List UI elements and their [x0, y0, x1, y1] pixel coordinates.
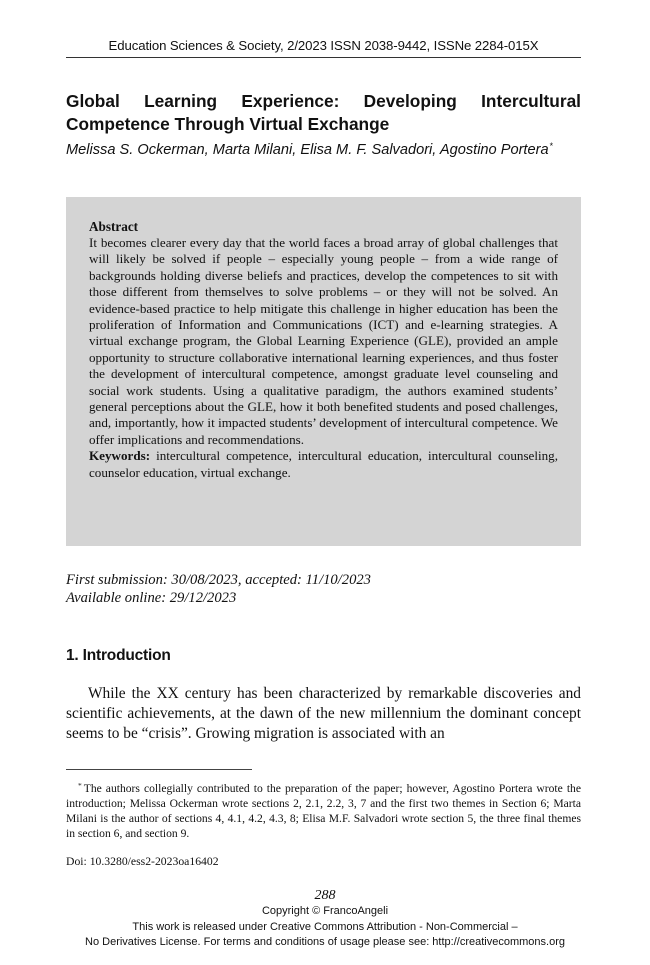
license-line-1: This work is released under Creative Commons Attribution - Non-Commercial –: [132, 921, 518, 933]
footnote-marker: *: [78, 781, 82, 790]
author-footnote-marker: *: [549, 141, 554, 151]
copyright-notice: Copyright © FrancoAngeli: [261, 905, 389, 917]
running-header: Education Sciences & Society, 2/2023 ISSN 2038-9442, ISSNe 2284-015X: [108, 38, 539, 53]
abstract-text: It becomes clearer every day that the world faces a broad array of global challenges that will likely be solved if people – especially young people – from a wide range of backgrounds holding diverse beliefs and practices, develop the competences to sit with those different from themselves to solve problems – or they will not be solved. An evidence-based practice to help mitigate this challenge in higher education has been the proliferation of Information and Communications (ICT) and e-learning strategies. A virtual exchange program, the Global Learning Experience (GLE), provided an ample opportunity to structure collaborative international learning experiences, and thus foster the development of intercultural competence, amongst graduate level counseling and social work students. Using a qualitative paradigm, the authors examined students’ general perceptions about the GLE, how it both benefited students and posed challenges, and, importantly, how it impacted students’ development of intercultural competence. We offer implications and recommendations.: [89, 235, 558, 447]
author-names: Melissa S. Ockerman, Marta Milani, Elisa M. F. Salvadori, Agostino Portera: [66, 142, 549, 158]
keywords-list: intercultural competence, intercultural education, intercultural counseling, counselor education, virtual exchange.: [89, 448, 558, 480]
doi: Doi: 10.3280/ess2-2023oa16402: [66, 855, 219, 868]
author-list: [66, 137, 586, 160]
license-line-2: No Derivatives License. For terms and conditions of usage please see: http://creativecommons.org: [85, 935, 565, 948]
section-heading-introduction: 1. Introduction: [66, 647, 171, 664]
keywords-label: Keywords:: [89, 448, 151, 464]
introduction-paragraph: While the XX century has been characterized by remarkable discoveries and scientific achievements, at the dawn of the new millennium the dominant concept seems to be “crisis”. Growing migration is associated with an: [66, 685, 581, 742]
footnote-text: The authors collegially contributed to the preparation of the paper; however, Agostino Portera wrote the introduction; Melissa Ockerman wrote sections 2, 2.1, 2.2, 3, 7 and the first two themes in Section 6; Marta Milani is the author of sections 4, 4.1, 4.2, 4.3, 8; Elisa M.F. Salvadori wrote section 5, the three final themes in section 6, and section 9.: [66, 782, 581, 840]
abstract-heading: Abstract: [89, 219, 139, 234]
keywords-paragraph: [89, 448, 558, 481]
abstract-content: [89, 219, 558, 481]
license-notice: [0, 920, 650, 949]
author-contribution-footnote: [66, 778, 581, 841]
footnote-rule: [66, 769, 252, 770]
publication-dates: [66, 571, 581, 607]
abstract-box: [66, 197, 581, 546]
page-number: 288: [314, 888, 336, 903]
online-date: Available online: 29/12/2023: [66, 590, 237, 606]
article-title: [66, 90, 581, 136]
submission-date: First submission: 30/08/2023, accepted: 11/10/2023: [66, 572, 371, 588]
article-title-line-2: Competence Through Virtual Exchange: [66, 114, 390, 134]
article-title-line-1: Global Learning Experience: Developing Intercultural: [66, 91, 581, 111]
header-rule: [66, 57, 581, 58]
